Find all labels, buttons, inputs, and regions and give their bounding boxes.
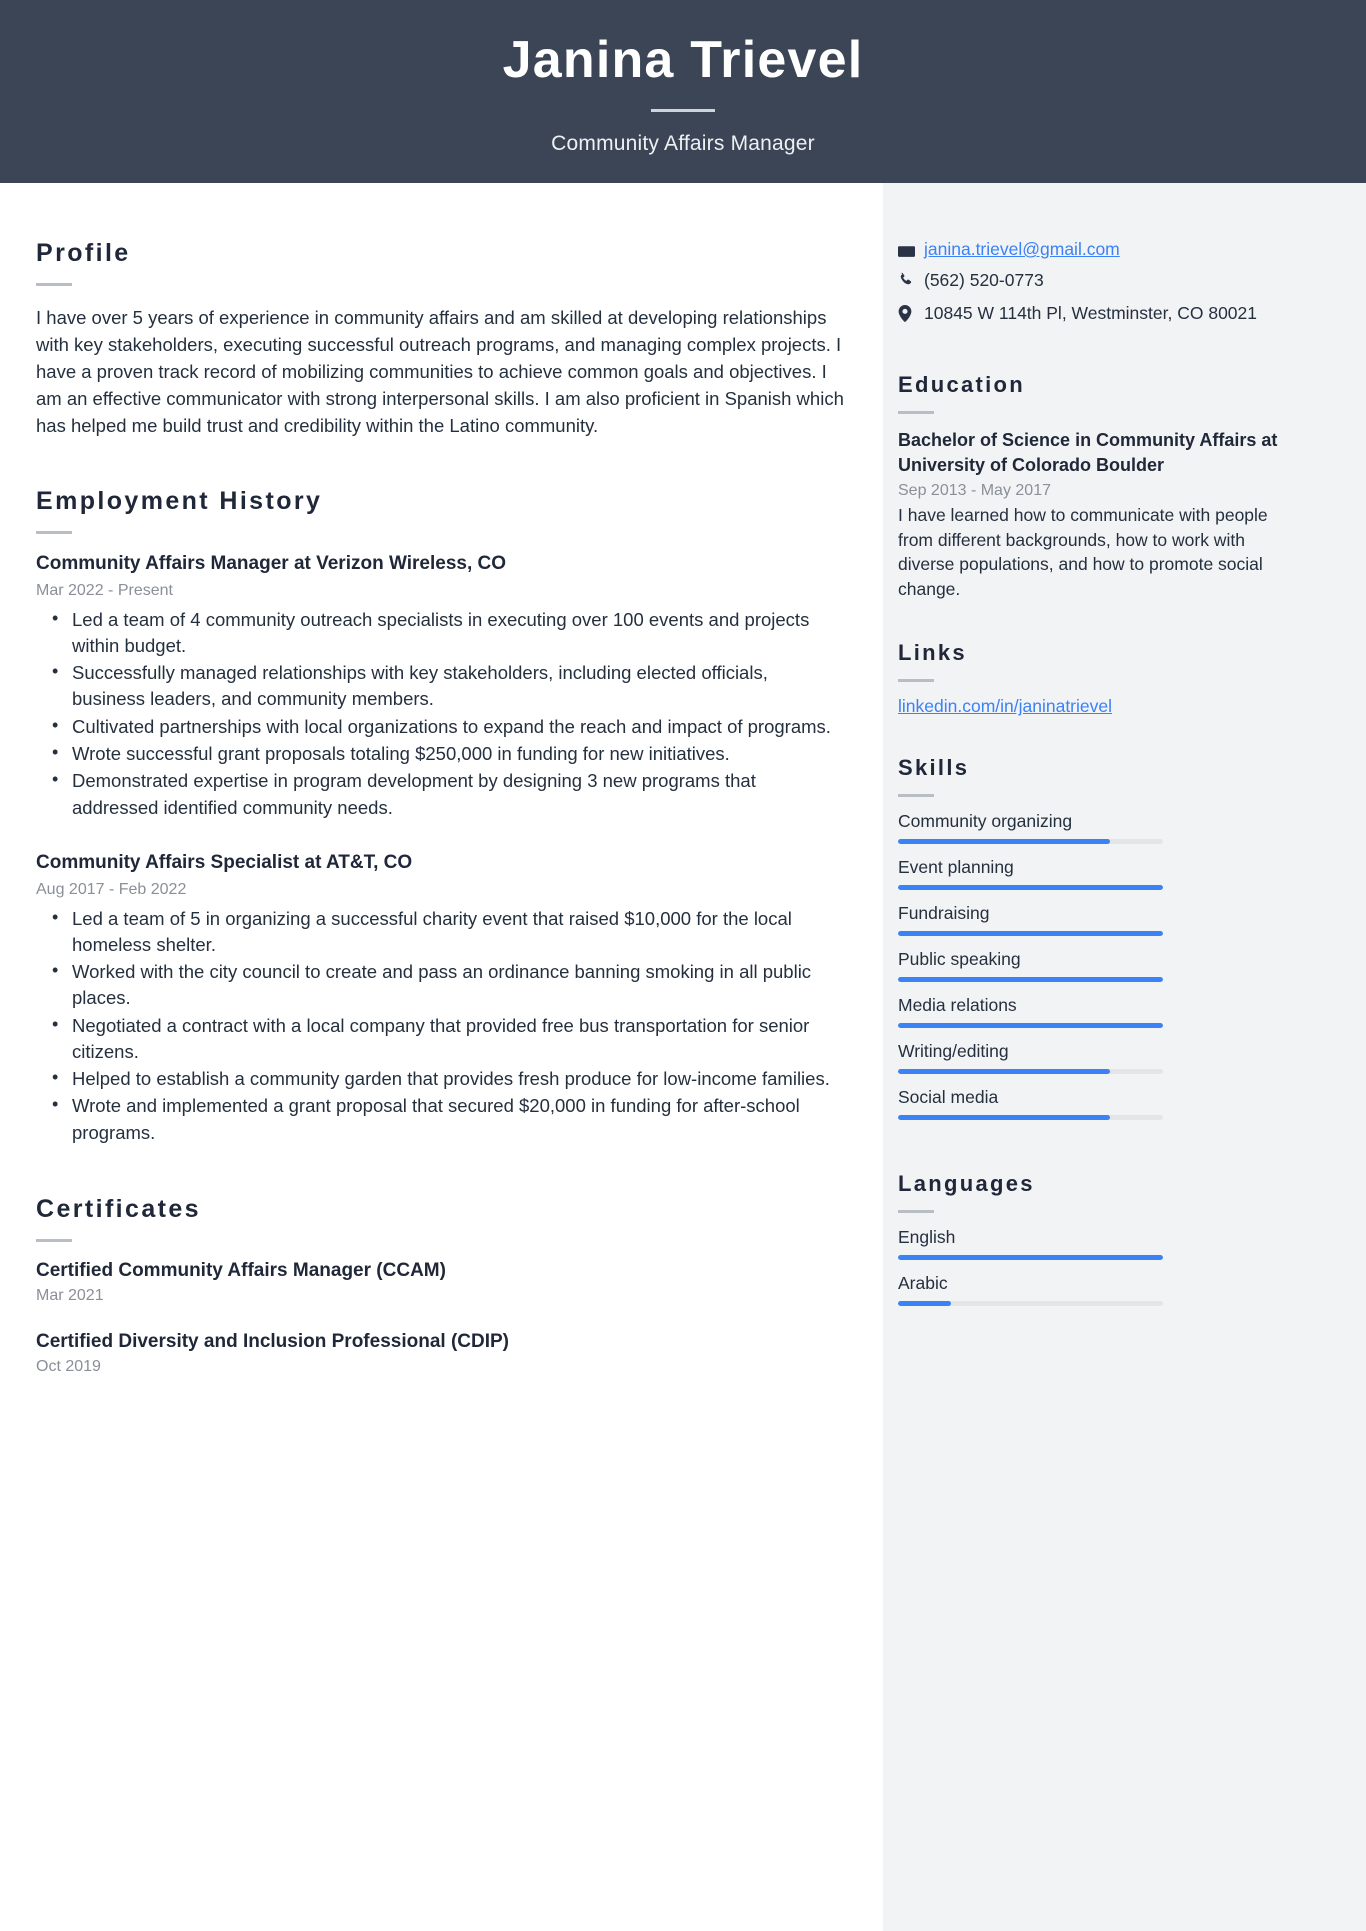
language-item-label: Arabic	[898, 1273, 948, 1294]
employment-section	[36, 487, 845, 1146]
list-item: • Negotiated a contract with a local company that provided free bus transportation for senior citizens.	[70, 1013, 845, 1066]
skill-item-bar-fill	[898, 839, 1110, 844]
phone-icon	[898, 268, 924, 288]
employment-list	[36, 552, 845, 1146]
contact-list	[898, 239, 1280, 326]
section-divider	[898, 1210, 934, 1213]
language-item-bar-fill	[898, 1301, 951, 1306]
profile-heading: Profile	[36, 239, 131, 267]
employment-item-date: Mar 2022 - Present	[36, 581, 173, 599]
language-item-bar-fill	[898, 1255, 1163, 1260]
list-item: • Led a team of 4 community outreach specialists in executing over 100 events and projects within budget.	[70, 607, 845, 660]
contact-email-link[interactable]: janina.trievel@gmail.com	[924, 239, 1120, 259]
section-divider	[36, 283, 72, 286]
education-date: Sep 2013 - May 2017	[898, 481, 1051, 499]
spacer	[898, 602, 1280, 640]
list-item: • Worked with the city council to create and pass an ordinance banning smoking in all public places.	[70, 959, 845, 1012]
employment-item-title: Community Affairs Manager at Verizon Wireless, CO	[36, 553, 507, 574]
skills-list	[898, 811, 1280, 1120]
profile-text: I have over 5 years of experience in community affairs and am skilled at developing relationships with key stakeholders, executing successful outreach programs, and managing complex projects. I have a proven track record of mobilizing communities to achieve common goals and objectives. I am an effective communicator with strong interpersonal skills. I am also proficient in Spanish which has helped me build trust and credibility within the Latino community.	[36, 307, 844, 436]
skill-item	[898, 949, 1280, 982]
list-item: • Demonstrated expertise in program development by designing 3 new programs that addressed identified community needs.	[70, 768, 845, 821]
skill-item-bar-track	[898, 885, 1163, 890]
profile-section	[36, 239, 845, 439]
skill-item-bar-fill	[898, 1115, 1110, 1120]
certificate-date: Mar 2021	[36, 1286, 104, 1304]
skill-item-bar-track	[898, 839, 1163, 844]
employment-item-title: Community Affairs Specialist at AT&T, CO	[36, 851, 413, 873]
employment-heading: Employment History	[36, 487, 323, 515]
certificate-title: Certified Diversity and Inclusion Professional (CDIP)	[36, 1330, 509, 1352]
skill-item-bar-fill	[898, 1023, 1163, 1028]
skill-item-label: Writing/editing	[898, 1041, 1009, 1062]
skill-item	[898, 1041, 1280, 1074]
certificates-list	[36, 1260, 845, 1376]
resume-header	[0, 0, 1366, 183]
skill-item-bar-fill	[898, 931, 1163, 936]
header-job-title: Community Affairs Manager	[551, 132, 815, 156]
skill-item	[898, 857, 1280, 890]
header-divider	[651, 109, 715, 112]
skill-item	[898, 811, 1280, 844]
language-item-label: English	[898, 1227, 956, 1248]
employment-item-date: Aug 2017 - Feb 2022	[36, 880, 187, 898]
skill-item-bar-fill	[898, 1069, 1110, 1074]
list-item: • Cultivated partnerships with local organizations to expand the reach and impact of programs.	[70, 714, 845, 740]
section-divider	[898, 794, 934, 797]
employment-item	[36, 851, 845, 1146]
contact-row	[898, 268, 1280, 293]
employment-item	[36, 552, 845, 821]
skill-item-bar-track	[898, 977, 1163, 982]
location-pin-icon	[898, 301, 924, 322]
language-item	[898, 1273, 1280, 1306]
skill-item-bar-fill	[898, 977, 1163, 982]
contact-row	[898, 301, 1280, 326]
skill-item-label: Event planning	[898, 857, 1014, 878]
spacer	[898, 334, 1280, 372]
certificate-date: Oct 2019	[36, 1357, 101, 1375]
skill-item	[898, 903, 1280, 936]
main-column	[0, 183, 883, 1931]
skill-item-label: Community organizing	[898, 811, 1073, 832]
spacer	[898, 717, 1280, 755]
skill-item	[898, 995, 1280, 1028]
spacer	[36, 439, 845, 487]
skill-item-bar-track	[898, 1069, 1163, 1074]
contact-text: 10845 W 114th Pl, Westminster, CO 80021	[924, 302, 1257, 323]
section-divider	[898, 411, 934, 414]
page-title: Janina Trievel	[502, 30, 864, 89]
section-divider	[898, 679, 934, 682]
education-degree: Bachelor of Science in Community Affairs at University of Colorado Boulder	[898, 429, 1278, 476]
contact-text: (562) 520-0773	[924, 270, 1044, 290]
resume-body	[0, 183, 1366, 1931]
contact-row[interactable]	[898, 239, 1280, 260]
profile-link[interactable]: linkedin.com/in/janinatrievel	[898, 696, 1112, 717]
links-list	[898, 696, 1280, 717]
skill-item-label: Social media	[898, 1087, 999, 1108]
skill-item-bar-track	[898, 1023, 1163, 1028]
languages-heading: Languages	[898, 1171, 1035, 1197]
section-divider	[36, 1239, 72, 1242]
skill-item-label: Media relations	[898, 995, 1017, 1016]
certificates-section	[36, 1195, 845, 1376]
language-item-bar-track	[898, 1301, 1163, 1306]
skill-item-bar-fill	[898, 885, 1163, 890]
skill-item-label: Fundraising	[898, 903, 990, 924]
languages-list	[898, 1227, 1280, 1306]
section-divider	[36, 531, 72, 534]
skill-item-bar-track	[898, 931, 1163, 936]
education-section	[898, 372, 1280, 602]
list-item: • Helped to establish a community garden that provides fresh produce for low-income families.	[70, 1066, 845, 1092]
language-item-bar-track	[898, 1255, 1163, 1260]
sidebar-column	[883, 183, 1366, 1931]
language-item	[898, 1227, 1280, 1260]
languages-section	[898, 1171, 1280, 1306]
envelope-icon	[898, 239, 924, 260]
spacer	[36, 1147, 845, 1195]
education-heading: Education	[898, 371, 1026, 397]
skill-item	[898, 1087, 1280, 1120]
links-heading: Links	[898, 640, 967, 666]
certificates-heading: Certificates	[36, 1194, 201, 1223]
list-item: • Led a team of 5 in organizing a successful charity event that raised $10,000 for the local homeless shelter.	[70, 906, 845, 959]
certificate-title: Certified Community Affairs Manager (CCAM)	[36, 1259, 446, 1281]
education-description: I have learned how to communicate with people from different backgrounds, how to work with diverse populations, and how to promote social change.	[898, 504, 1268, 600]
list-item: • Wrote and implemented a grant proposal that secured $20,000 in funding for after-school programs.	[70, 1093, 845, 1146]
list-item: • Successfully managed relationships with key stakeholders, including elected officials, business leaders, and community members.	[70, 660, 845, 713]
skills-heading: Skills	[898, 755, 970, 781]
certificate-item	[36, 1331, 845, 1376]
certificate-item	[36, 1260, 845, 1305]
list-item: • Wrote successful grant proposals totaling $250,000 in funding for new initiatives.	[70, 741, 845, 767]
spacer	[898, 1133, 1280, 1171]
employment-item-bullets	[36, 607, 845, 821]
skills-section	[898, 755, 1280, 1120]
employment-item-bullets	[36, 906, 845, 1146]
links-section	[898, 640, 1280, 717]
skill-item-label: Public speaking	[898, 949, 1021, 970]
skill-item-bar-track	[898, 1115, 1163, 1120]
